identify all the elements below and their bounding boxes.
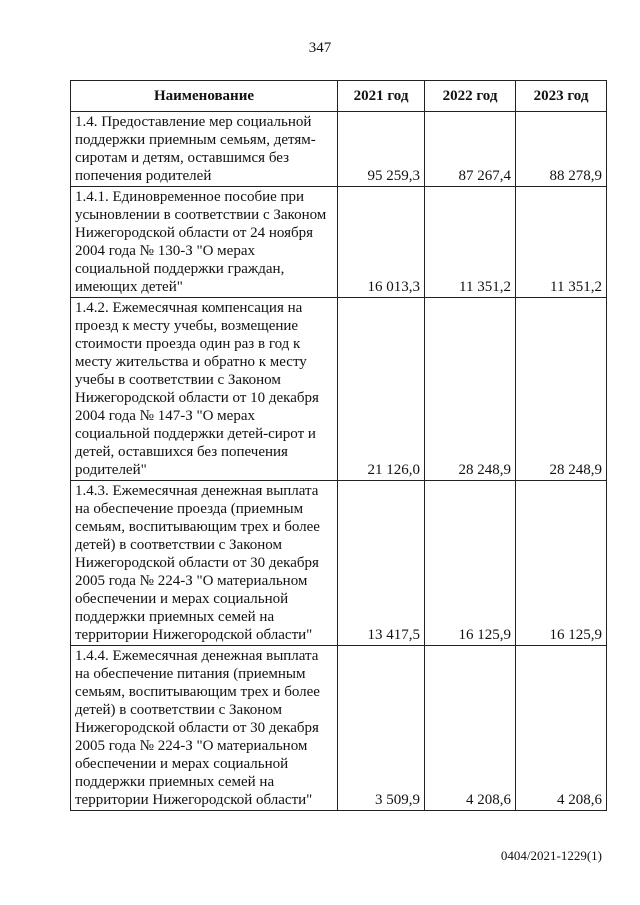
value-2023: 4 208,6 bbox=[516, 646, 607, 811]
value-2022: 4 208,6 bbox=[425, 646, 516, 811]
row-name: 1.4. Предоставление мер социальной поддержки приемным семьям, детям-сиротам и детям, оставшимся без попечения родителей bbox=[71, 112, 338, 187]
table-row bbox=[71, 298, 607, 481]
table-row bbox=[71, 112, 607, 187]
table-header-row bbox=[71, 81, 607, 112]
value-2021: 16 013,3 bbox=[338, 187, 425, 298]
value-2021: 95 259,3 bbox=[338, 112, 425, 187]
row-name: 1.4.1. Единовременное пособие при усыновлении в соответствии с Законом Нижегородской области от 24 ноября 2004 года № 130-З "О мерах социальной поддержки граждан, имеющих детей" bbox=[71, 187, 338, 298]
column-header-name: Наименование bbox=[71, 81, 338, 112]
value-2021: 3 509,9 bbox=[338, 646, 425, 811]
value-2022: 11 351,2 bbox=[425, 187, 516, 298]
value-2022: 16 125,9 bbox=[425, 481, 516, 646]
row-name: 1.4.4. Ежемесячная денежная выплата на обеспечение питания (приемным семьям, воспитывающим трех и более детей) в соответствии с Законом Нижегородской области от 30 декабря 2005 года № 224-З "О материальном обеспечении и мерах социальной поддержки приемных семей на территории Нижегородской области" bbox=[71, 646, 338, 811]
column-header-2022: 2022 год bbox=[425, 81, 516, 112]
row-name: 1.4.3. Ежемесячная денежная выплата на обеспечение проезда (приемным семьям, воспитывающим трех и более детей) в соответствии с Законом Нижегородской области от 30 декабря 2005 года № 224-З "О материальном обеспечении и мерах социальной поддержки приемных семей на территории Нижегородской области" bbox=[71, 481, 338, 646]
table-row bbox=[71, 646, 607, 811]
value-2022: 28 248,9 bbox=[425, 298, 516, 481]
page-number: 347 bbox=[308, 40, 332, 56]
document-code: 0404/2021-1229(1) bbox=[500, 848, 602, 863]
value-2023: 16 125,9 bbox=[516, 481, 607, 646]
value-2021: 13 417,5 bbox=[338, 481, 425, 646]
row-name: 1.4.2. Ежемесячная компенсация на проезд к месту учебы, возмещение стоимости проезда один раз в год к месту жительства и обратно к месту учебы в соответствии с Законом Нижегородской области от 10 декабря 2004 года № 147-З "О мерах социальной поддержки детей-сирот и детей, оставшихся без попечения родителей" bbox=[71, 298, 338, 481]
budget-table bbox=[70, 80, 607, 811]
table-row bbox=[71, 187, 607, 298]
table-row bbox=[71, 481, 607, 646]
column-header-2021: 2021 год bbox=[338, 81, 425, 112]
value-2023: 88 278,9 bbox=[516, 112, 607, 187]
value-2023: 28 248,9 bbox=[516, 298, 607, 481]
value-2023: 11 351,2 bbox=[516, 187, 607, 298]
value-2022: 87 267,4 bbox=[425, 112, 516, 187]
value-2021: 21 126,0 bbox=[338, 298, 425, 481]
column-header-2023: 2023 год bbox=[516, 81, 607, 112]
